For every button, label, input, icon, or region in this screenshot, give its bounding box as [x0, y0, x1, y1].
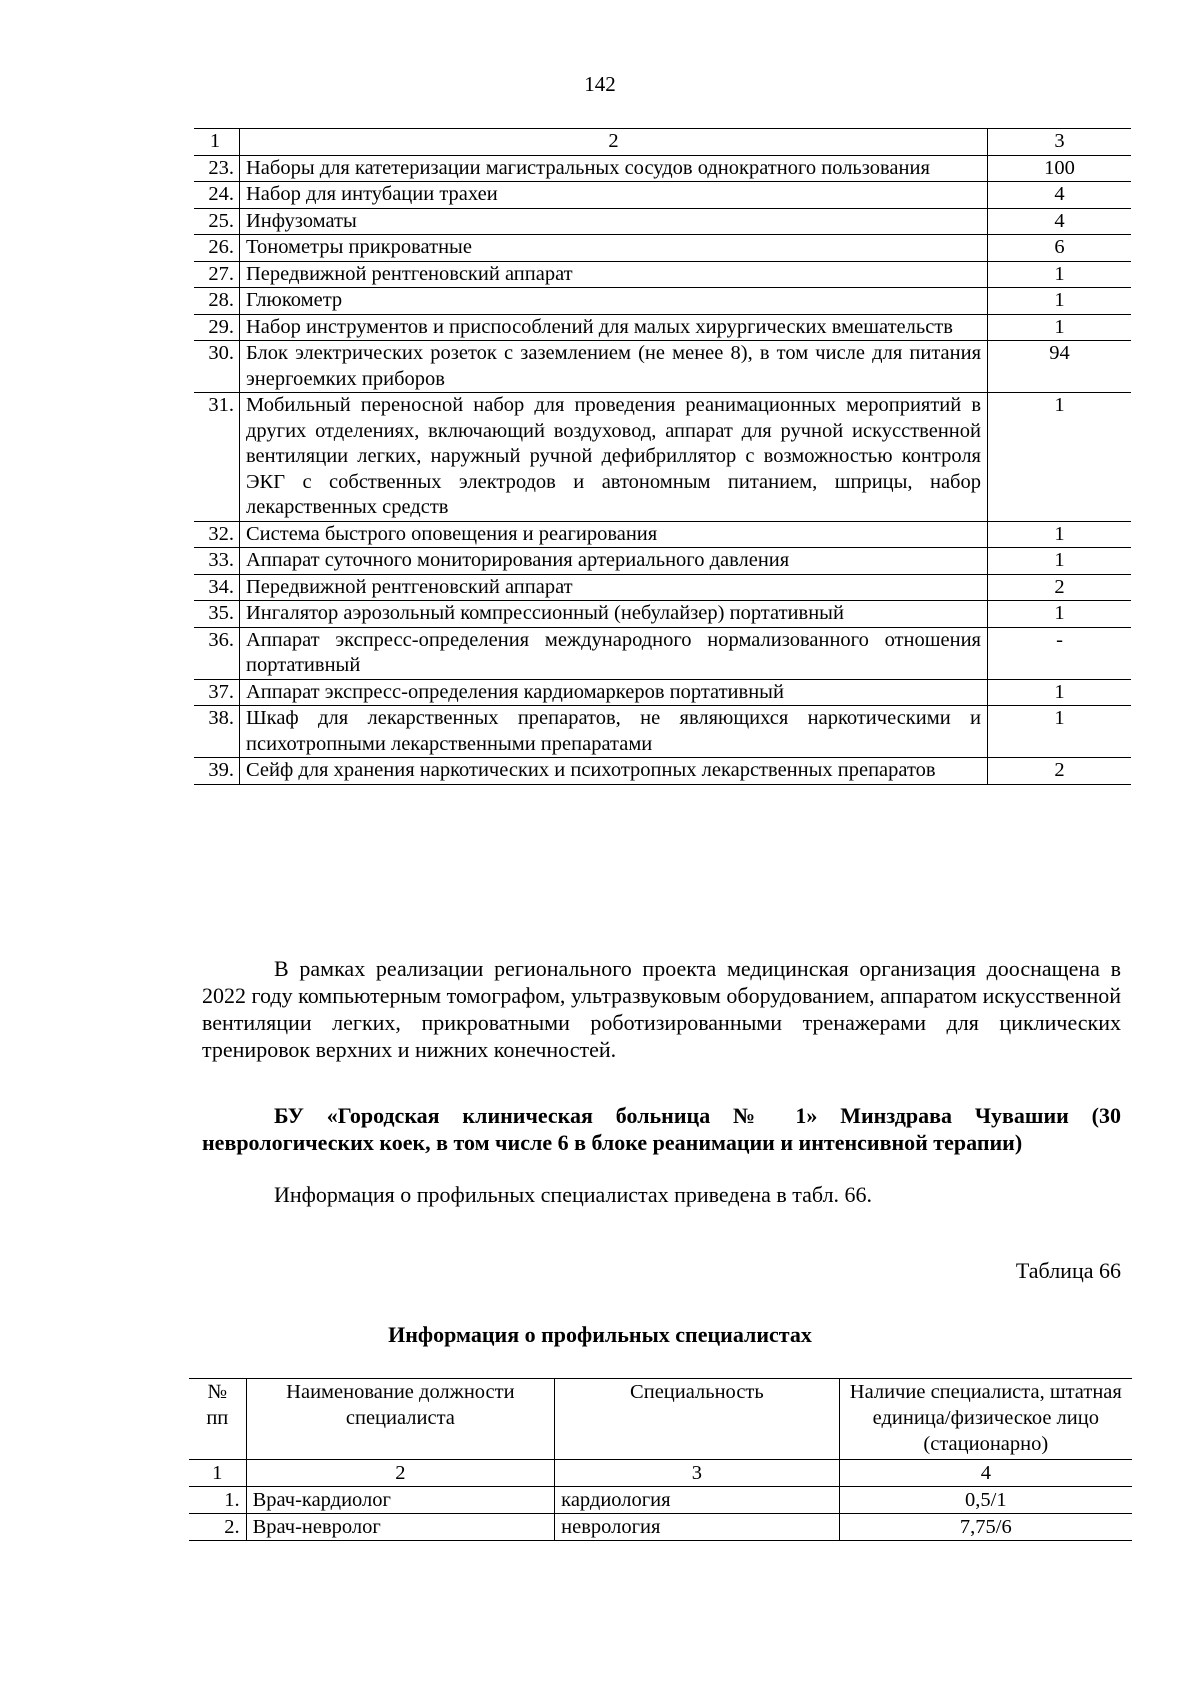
column-number: 1: [189, 1460, 246, 1487]
item-name: Шкаф для лекарственных препаратов, не являющихся наркотическими и психотропными лекарственными препаратами: [240, 706, 988, 758]
row-number: 26.: [194, 235, 240, 262]
row-number: 32.: [194, 521, 240, 548]
table-row: [194, 521, 1131, 548]
specialty: неврология: [555, 1514, 839, 1541]
item-name: Набор инструментов и приспособлений для малых хирургических вмешательств: [240, 314, 988, 341]
column-numbering-row: [189, 1460, 1132, 1487]
table-row: [194, 208, 1131, 235]
organization-heading: БУ «Городская клиническая больница № 1» Минздрава Чувашии (30 неврологических коек, в том числе 6 в блоке реанимации и интенсивной терапии): [202, 1103, 1121, 1155]
column-number: 4: [839, 1460, 1132, 1487]
table-header-row: [189, 1379, 1132, 1460]
table-row: [194, 627, 1131, 679]
availability: 0,5/1: [839, 1487, 1132, 1514]
equipment-table: [194, 128, 1131, 785]
item-quantity: 1: [988, 314, 1132, 341]
item-quantity: 100: [988, 155, 1132, 182]
item-quantity: 1: [988, 548, 1132, 575]
specialists-table: [189, 1378, 1132, 1541]
specialty: кардиология: [555, 1487, 839, 1514]
row-number: 31.: [194, 393, 240, 522]
row-number: 29.: [194, 314, 240, 341]
item-quantity: 1: [988, 706, 1132, 758]
item-name: Блок электрических розеток с заземлением (не менее 8), в том числе для питания энергоемких приборов: [240, 341, 988, 393]
header-cell: 2: [240, 129, 988, 156]
item-name: Тонометры прикроватные: [240, 235, 988, 262]
item-quantity: -: [988, 627, 1132, 679]
item-quantity: 4: [988, 182, 1132, 209]
table-row: [194, 601, 1131, 628]
item-name: Аппарат экспресс-определения международного нормализованного отношения портативный: [240, 627, 988, 679]
body-paragraph: Информация о профильных специалистах приведена в табл. 66.: [274, 1182, 873, 1207]
item-quantity: 1: [988, 261, 1132, 288]
item-name: Аппарат экспресс-определения кардиомаркеров портативный: [240, 679, 988, 706]
table-title: Информация о профильных специалистах: [388, 1322, 812, 1347]
item-quantity: 4: [988, 208, 1132, 235]
availability: 7,75/6: [839, 1514, 1132, 1541]
table-row: [194, 182, 1131, 209]
table-row: [194, 314, 1131, 341]
table-row: [189, 1514, 1132, 1541]
position-name: Врач-невролог: [246, 1514, 555, 1541]
column-number: 3: [555, 1460, 839, 1487]
item-name: Передвижной рентгеновский аппарат: [240, 574, 988, 601]
table-row: [194, 393, 1131, 522]
item-name: Аппарат суточного мониторирования артериального давления: [240, 548, 988, 575]
table-label: Таблица 66: [1015, 1258, 1121, 1283]
page-number: 142: [584, 72, 616, 96]
position-name: Врач-кардиолог: [246, 1487, 555, 1514]
item-name: Глюкометр: [240, 288, 988, 315]
item-quantity: 6: [988, 235, 1132, 262]
row-number: 30.: [194, 341, 240, 393]
item-name: Ингалятор аэрозольный компрессионный (небулайзер) портативный: [240, 601, 988, 628]
item-quantity: 1: [988, 288, 1132, 315]
header-cell: 1: [194, 129, 240, 156]
row-number: 25.: [194, 208, 240, 235]
table-row: [189, 1487, 1132, 1514]
item-quantity: 1: [988, 601, 1132, 628]
item-name: Сейф для хранения наркотических и психотропных лекарственных препаратов: [240, 758, 988, 785]
table-row: [194, 341, 1131, 393]
item-name: Инфузоматы: [240, 208, 988, 235]
item-quantity: 1: [988, 679, 1132, 706]
row-number: 27.: [194, 261, 240, 288]
item-quantity: 94: [988, 341, 1132, 393]
row-number: 34.: [194, 574, 240, 601]
row-number: 38.: [194, 706, 240, 758]
row-number: 23.: [194, 155, 240, 182]
row-number: 37.: [194, 679, 240, 706]
item-quantity: 1: [988, 393, 1132, 522]
table-row: [194, 679, 1131, 706]
item-quantity: 1: [988, 521, 1132, 548]
table-row: [194, 155, 1131, 182]
table-header-row: [194, 129, 1131, 156]
header-cell: 3: [988, 129, 1132, 156]
item-quantity: 2: [988, 758, 1132, 785]
item-name: Набор для интубации трахеи: [240, 182, 988, 209]
table-row: [194, 548, 1131, 575]
header-cell: Наименование должности специалиста: [246, 1379, 555, 1460]
column-number: 2: [246, 1460, 555, 1487]
header-cell: № пп: [189, 1379, 246, 1460]
item-name: Система быстрого оповещения и реагирования: [240, 521, 988, 548]
row-number: 1.: [189, 1487, 246, 1514]
table-row: [194, 261, 1131, 288]
table-row: [194, 574, 1131, 601]
row-number: 28.: [194, 288, 240, 315]
item-name: Передвижной рентгеновский аппарат: [240, 261, 988, 288]
item-quantity: 2: [988, 574, 1132, 601]
header-cell: Специальность: [555, 1379, 839, 1460]
table-row: [194, 758, 1131, 785]
header-cell: Наличие специалиста, штатная единица/физическое лицо (стационарно): [839, 1379, 1132, 1460]
item-name: Мобильный переносной набор для проведения реанимационных мероприятий в других отделениях, включающий воздуховод, аппарат для ручной искусственной вентиляции легких, наружный ручной дефибриллятор с возможностью контроля ЭКГ с собственных электродов и автономным питанием, шприцы, набор лекарственных средств: [240, 393, 988, 522]
table-row: [194, 235, 1131, 262]
row-number: 2.: [189, 1514, 246, 1541]
row-number: 33.: [194, 548, 240, 575]
body-paragraph: В рамках реализации регионального проекта медицинская организация дооснащена в 2022 году компьютерным томографом, ультразвуковым оборудованием, аппаратом искусственной вентиляции легких, прикроватными роботизированными тренажерами для циклических тренировок верхних и нижних конечностей.: [202, 956, 1121, 1062]
table-row: [194, 706, 1131, 758]
table-row: [194, 288, 1131, 315]
row-number: 39.: [194, 758, 240, 785]
row-number: 24.: [194, 182, 240, 209]
row-number: 36.: [194, 627, 240, 679]
item-name: Наборы для катетеризации магистральных сосудов однократного пользования: [240, 155, 988, 182]
row-number: 35.: [194, 601, 240, 628]
